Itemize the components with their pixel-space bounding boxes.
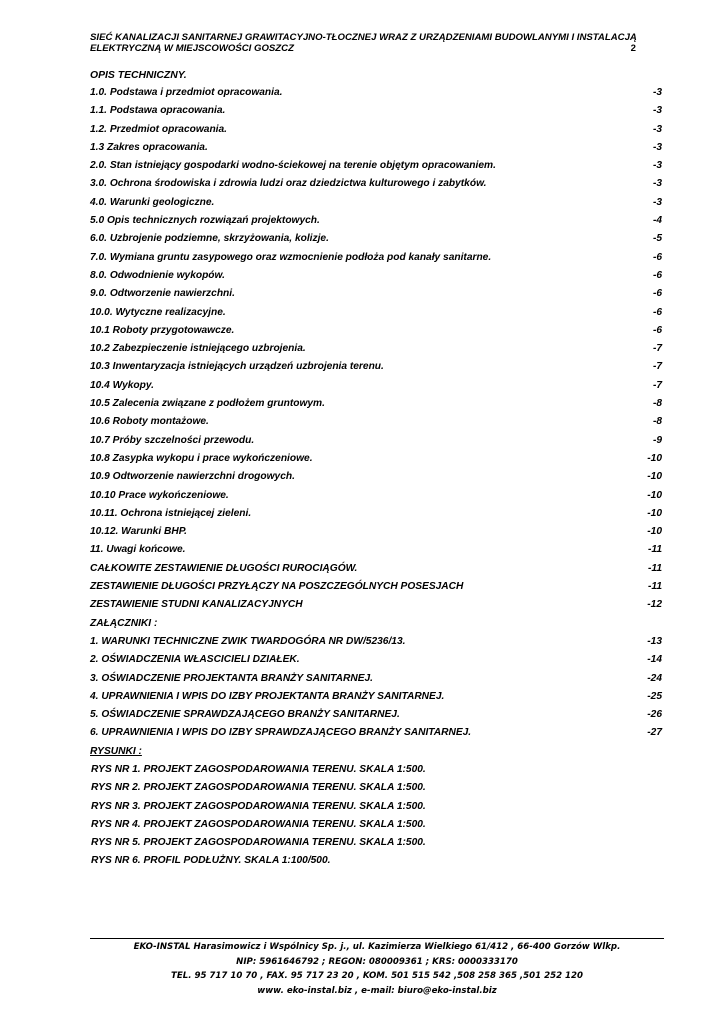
toc-row — [90, 416, 662, 434]
page-footer — [90, 940, 664, 998]
toc-entry-page: -24 — [647, 672, 662, 684]
toc-entry-label: 2. OŚWIADCZENIA WŁASCICIELI DZIAŁEK. — [90, 654, 300, 666]
drawings-heading: RYSUNKI : — [90, 745, 142, 757]
toc-entry-page: -8 — [652, 398, 662, 410]
toc-row — [90, 197, 662, 215]
toc-entry-page: -10 — [647, 507, 662, 519]
toc-entry-label: 5.0 Opis technicznych rozwiązań projektowych. — [90, 215, 320, 227]
toc-entry-label: 10.10 Prace wykończeniowe. — [90, 489, 229, 501]
toc-row — [90, 142, 662, 160]
attachments-heading: ZAŁĄCZNIKI : — [90, 617, 158, 629]
toc-entry-label: 10.2 Zabezpieczenie istniejącego uzbrojenia. — [90, 343, 306, 355]
toc-row — [90, 636, 662, 654]
toc-entry-label: 9.0. Odtworzenie nawierzchni. — [90, 288, 235, 300]
toc-row — [90, 490, 662, 508]
toc-entry-page: -7 — [652, 361, 662, 373]
toc-entry-label: 1. WARUNKI TECHNICZNE ZWIK TWARDOGÓRA NR DW/5236/13. — [90, 635, 406, 647]
header-title-line-2: ELEKTRYCZNĄ W MIEJSCOWOŚCI GOSZCZ — [90, 43, 294, 54]
toc-entry-page: -4 — [652, 215, 662, 227]
toc-entry-label: 4.0. Warunki geologiczne. — [90, 196, 215, 208]
toc-entry-page: -5 — [652, 233, 662, 245]
toc-entry-label: 10.6 Roboty montażowe. — [90, 416, 209, 428]
toc-entry-page: -11 — [648, 581, 662, 593]
toc-row — [90, 563, 662, 581]
toc-row — [90, 508, 662, 526]
toc-row — [90, 160, 662, 178]
table-of-contents — [90, 87, 662, 764]
toc-row — [90, 544, 662, 562]
toc-entry-page: -11 — [648, 544, 662, 556]
toc-row — [90, 215, 662, 233]
toc-entry-label: ZESTAWIENIE STUDNI KANALIZACYJNYCH — [90, 599, 303, 611]
drawings-list — [91, 764, 426, 874]
toc-entry-page: -6 — [652, 269, 662, 281]
toc-entry-label: 11. Uwagi końcowe. — [90, 544, 186, 556]
toc-row — [90, 178, 662, 196]
footer-web-line: www. eko-instal.biz , e-mail: biuro@eko-instal.biz — [257, 985, 497, 996]
toc-entry-label: 1.3 Zakres opracowania. — [90, 141, 208, 153]
drawing-item: RYS NR 2. PROJEKT ZAGOSPODAROWANIA TERENU. SKALA 1:500. — [91, 782, 426, 794]
toc-row — [90, 727, 662, 745]
toc-entry-page: -3 — [652, 178, 662, 190]
toc-entry-label: 10.3 Inwentaryzacja istniejących urządzeń uzbrojenia terenu. — [90, 361, 384, 373]
toc-entry-page: -3 — [652, 141, 662, 153]
toc-row — [90, 526, 662, 544]
toc-row — [90, 105, 662, 123]
toc-row — [90, 325, 662, 343]
toc-entry-label: 3.0. Ochrona środowiska i zdrowia ludzi oraz dziedzictwa kulturowego i zabytków. — [90, 178, 487, 190]
toc-entry-label: CAŁKOWITE ZESTAWIENIE DŁUGOŚCI RUROCIĄGÓW. — [90, 562, 358, 574]
toc-row — [90, 380, 662, 398]
drawing-item: RYS NR 5. PROJEKT ZAGOSPODAROWANIA TERENU. SKALA 1:500. — [91, 837, 426, 849]
toc-row — [90, 673, 662, 691]
toc-entry-page: -10 — [647, 452, 662, 464]
toc-row — [90, 343, 662, 361]
footer-registration-line: NIP: 5961646792 ; REGON: 080009361 ; KRS: 0000333170 — [236, 956, 518, 967]
page-number: 2 — [630, 43, 636, 54]
toc-entry-label: 1.1. Podstawa opracowania. — [90, 105, 226, 117]
footer-company-line: EKO-INSTAL Harasimowicz i Wspólnicy Sp. j., ul. Kazimierza Wielkiego 61/412 , 66-400 Gorzów Wlkp. — [133, 942, 621, 952]
toc-entry-page: -7 — [652, 343, 662, 355]
toc-entry-page: -27 — [647, 727, 662, 739]
toc-entry-page: -3 — [652, 87, 662, 98]
toc-row — [90, 599, 662, 617]
toc-title: OPIS TECHNICZNY. — [90, 70, 187, 81]
toc-entry-page: -3 — [652, 123, 662, 135]
toc-entry-label: 10.12. Warunki BHP. — [90, 526, 188, 538]
footer-phone-line: TEL. 95 717 10 70 , FAX. 95 717 23 20 , KOM. 501 515 542 ,508 258 365 ,501 252 120 — [171, 971, 583, 981]
toc-entry-label: 10.7 Próby szczelności przewodu. — [90, 434, 255, 446]
toc-row — [90, 435, 662, 453]
toc-entry-page: -13 — [647, 635, 662, 647]
toc-entry-page: -12 — [647, 599, 662, 611]
toc-entry-page: -3 — [652, 105, 662, 117]
toc-entry-label: 5. OŚWIADCZENIE SPRAWDZAJĄCEGO BRANŻY SANITARNEJ. — [90, 709, 400, 721]
toc-entry-page: -26 — [647, 709, 662, 721]
toc-entry-label: 1.2. Przedmiot opracowania. — [90, 123, 228, 135]
toc-row — [90, 87, 662, 105]
toc-entry-label: 10.4 Wykopy. — [90, 379, 154, 391]
toc-entry-page: -6 — [652, 306, 662, 318]
toc-row — [90, 361, 662, 379]
toc-entry-page: -10 — [647, 526, 662, 538]
drawing-item: RYS NR 1. PROJEKT ZAGOSPODAROWANIA TERENU. SKALA 1:500. — [91, 764, 426, 775]
toc-row — [90, 307, 662, 325]
header-title-line-1: SIEĆ KANALIZACJI SANITARNEJ GRAWITACYJNO-TŁOCZNEJ WRAZ Z URZĄDZENIAMI BUDOWLANYMI I INSTALACJĄ — [90, 32, 637, 43]
toc-entry-page: -3 — [652, 160, 662, 172]
toc-entry-page: -3 — [652, 196, 662, 208]
page-header — [90, 32, 650, 54]
toc-row — [90, 270, 662, 288]
toc-entry-page: -6 — [652, 324, 662, 336]
toc-entry-label: 10.5 Zalecenia związane z podłożem gruntowym. — [90, 398, 325, 410]
toc-entry-label: 10.0. Wytyczne realizacyjne. — [90, 306, 226, 318]
toc-entry-page: -11 — [648, 562, 662, 574]
drawing-item: RYS NR 4. PROJEKT ZAGOSPODAROWANIA TERENU. SKALA 1:500. — [91, 818, 426, 830]
toc-row — [90, 709, 662, 727]
footer-divider — [90, 938, 664, 939]
toc-entry-label: 6. UPRAWNIENIA I WPIS DO IZBY SPRAWDZAJĄCEGO BRANŻY SANITARNEJ. — [90, 727, 472, 739]
toc-row — [90, 654, 662, 672]
toc-entry-label: 1.0. Podstawa i przedmiot opracowania. — [90, 87, 283, 98]
toc-entry-label: 6.0. Uzbrojenie podziemne, skrzyżowania, kolizje. — [90, 233, 329, 245]
toc-entry-page: -8 — [652, 416, 662, 428]
toc-entry-label: 10.8 Zasypka wykopu i prace wykończeniowe. — [90, 452, 313, 464]
toc-row — [90, 691, 662, 709]
toc-entry-label: 8.0. Odwodnienie wykopów. — [90, 269, 225, 281]
toc-row — [90, 288, 662, 306]
toc-entry-page: -6 — [652, 251, 662, 263]
toc-entry-page: -10 — [647, 471, 662, 483]
toc-entry-page: -7 — [652, 379, 662, 391]
toc-entry-label: 10.9 Odtworzenie nawierzchni drogowych. — [90, 471, 295, 483]
toc-row — [90, 581, 662, 599]
toc-row — [90, 398, 662, 416]
toc-entry-label: 10.1 Roboty przygotowawcze. — [90, 324, 235, 336]
toc-entry-label: ZESTAWIENIE DŁUGOŚCI PRZYŁĄCZY NA POSZCZEGÓLNYCH POSESJACH — [90, 581, 464, 593]
toc-entry-page: -25 — [647, 690, 662, 702]
toc-row — [90, 471, 662, 489]
toc-entry-page: -9 — [652, 434, 662, 446]
drawing-item: RYS NR 3. PROJEKT ZAGOSPODAROWANIA TERENU. SKALA 1:500. — [91, 800, 426, 812]
toc-entry-label: 2.0. Stan istniejący gospodarki wodno-ściekowej na terenie objętym opracowaniem. — [90, 160, 496, 172]
toc-entry-label: 7.0. Wymiana gruntu zasypowego oraz wzmocnienie podłoża pod kanały sanitarne. — [90, 251, 492, 263]
toc-entry-page: -10 — [647, 489, 662, 501]
toc-entry-label: 4. UPRAWNIENIA I WPIS DO IZBY PROJEKTANTA BRANŻY SANITARNEJ. — [90, 690, 445, 702]
toc-entry-label: 10.11. Ochrona istniejącej zieleni. — [90, 507, 252, 519]
toc-entry-label: 3. OŚWIADCZENIE PROJEKTANTA BRANŻY SANITARNEJ. — [90, 672, 374, 684]
toc-entry-page: -6 — [652, 288, 662, 300]
toc-row — [90, 124, 662, 142]
toc-entry-page: -14 — [647, 654, 662, 666]
drawing-item: RYS NR 6. PROFIL PODŁUŻNY. SKALA 1:100/500. — [91, 855, 331, 867]
toc-row — [90, 453, 662, 471]
toc-row — [90, 233, 662, 251]
toc-row — [90, 252, 662, 270]
